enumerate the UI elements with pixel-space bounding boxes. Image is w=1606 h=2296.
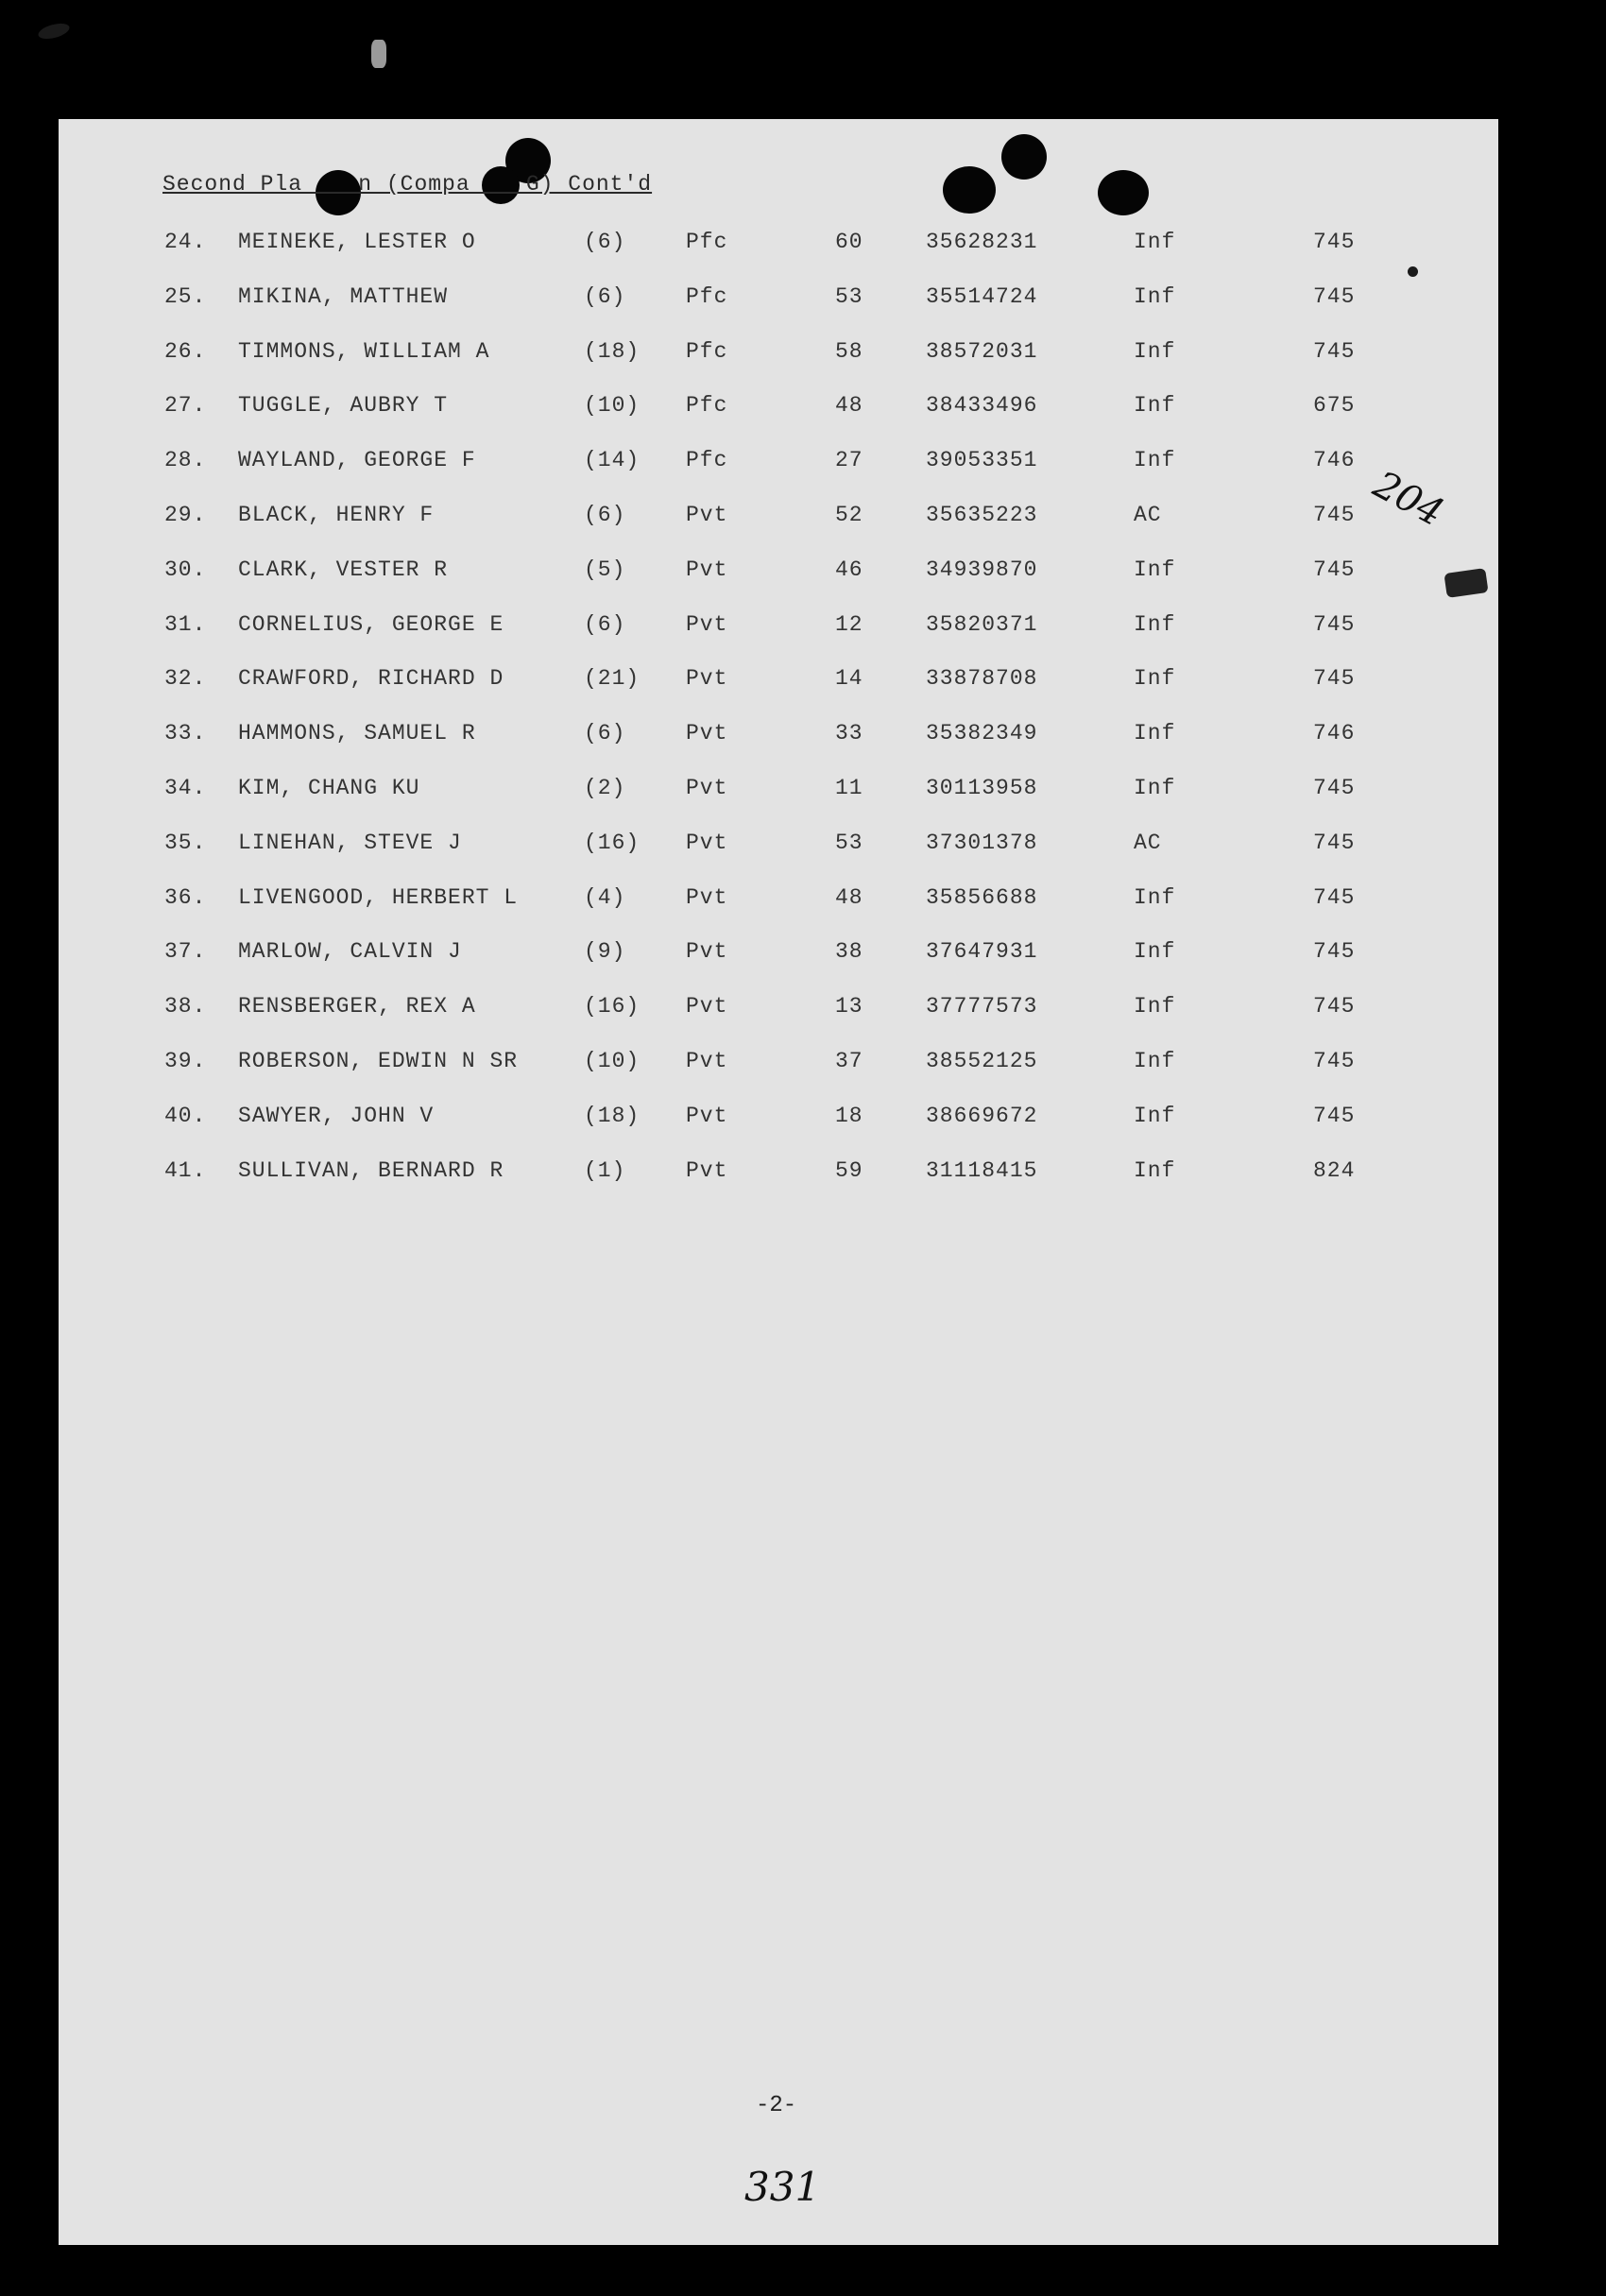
row-code: (4) <box>584 884 626 910</box>
list-item <box>0 666 1606 704</box>
row-code: (16) <box>584 830 641 855</box>
list-item <box>0 831 1606 868</box>
row-code: (10) <box>584 1049 641 1073</box>
row-grade: Pvt <box>686 557 728 582</box>
row-ssn-code: 745 <box>1313 994 1356 1019</box>
row-arm: Inf <box>1134 338 1176 364</box>
row-ssn-code: 745 <box>1313 611 1356 637</box>
row-arm: Inf <box>1134 611 1176 637</box>
row-arm: Inf <box>1134 939 1176 965</box>
row-number: 30. <box>164 557 207 582</box>
scan-speck <box>371 40 386 68</box>
row-arm: Inf <box>1134 776 1176 800</box>
row-code: (9) <box>584 939 626 965</box>
list-item <box>0 393 1606 431</box>
row-age: 52 <box>835 503 863 527</box>
row-ssn-code: 745 <box>1313 884 1356 910</box>
row-number: 28. <box>164 448 207 473</box>
row-name: SAWYER, JOHN V <box>238 1103 435 1128</box>
row-grade: Pvt <box>686 1157 728 1183</box>
handwritten-side-note: 204 <box>1366 463 1451 536</box>
row-number: 31. <box>164 611 207 637</box>
row-age: 13 <box>835 994 863 1019</box>
page-header: Second Pla n (Compa G) Cont'd <box>162 172 653 197</box>
row-ssn-code: 745 <box>1313 939 1356 965</box>
row-name: LIVENGOOD, HERBERT L <box>238 884 519 910</box>
row-serial-number: 38552125 <box>926 1049 1038 1073</box>
row-age: 59 <box>835 1157 863 1183</box>
row-grade: Pvt <box>686 666 728 692</box>
row-serial-number: 39053351 <box>926 448 1038 473</box>
row-arm: Inf <box>1134 884 1176 910</box>
row-serial-number: 38433496 <box>926 393 1038 419</box>
row-serial-number: 35382349 <box>926 721 1038 746</box>
row-name: BLACK, HENRY F <box>238 503 435 527</box>
row-serial-number: 35820371 <box>926 611 1038 637</box>
row-code: (18) <box>584 338 641 364</box>
row-age: 38 <box>835 939 863 965</box>
list-item <box>0 939 1606 977</box>
row-name: MIKINA, MATTHEW <box>238 283 449 309</box>
row-ssn-code: 745 <box>1313 338 1356 364</box>
row-name: CRAWFORD, RICHARD D <box>238 666 504 692</box>
row-name: LINEHAN, STEVE J <box>238 830 462 855</box>
row-number: 34. <box>164 776 207 800</box>
row-grade: Pfc <box>686 230 728 254</box>
list-item <box>0 612 1606 650</box>
row-number: 24. <box>164 230 207 254</box>
row-arm: Inf <box>1134 1103 1176 1128</box>
handwritten-page-number: 331 <box>744 2164 821 2210</box>
punch-hole <box>1098 170 1149 215</box>
row-grade: Pvt <box>686 830 728 855</box>
punch-hole <box>943 166 996 214</box>
row-serial-number: 30113958 <box>926 776 1038 800</box>
row-serial-number: 38669672 <box>926 1103 1038 1128</box>
row-age: 46 <box>835 557 863 582</box>
row-arm: AC <box>1134 830 1162 855</box>
row-age: 18 <box>835 1103 863 1128</box>
row-name: MEINEKE, LESTER O <box>238 230 476 254</box>
row-name: ROBERSON, EDWIN N SR <box>238 1049 519 1073</box>
row-ssn-code: 675 <box>1313 393 1356 419</box>
row-age: 11 <box>835 776 863 800</box>
row-serial-number: 35514724 <box>926 283 1038 309</box>
row-grade: Pvt <box>686 721 728 746</box>
row-number: 33. <box>164 721 207 746</box>
row-arm: Inf <box>1134 721 1176 746</box>
row-grade: Pvt <box>686 1103 728 1128</box>
list-item <box>0 339 1606 377</box>
row-ssn-code: 745 <box>1313 776 1356 800</box>
row-number: 39. <box>164 1049 207 1073</box>
row-code: (6) <box>584 230 626 254</box>
list-item <box>0 1104 1606 1141</box>
row-ssn-code: 824 <box>1313 1157 1356 1183</box>
row-name: TUGGLE, AUBRY T <box>238 393 449 419</box>
row-ssn-code: 745 <box>1313 557 1356 582</box>
row-arm: Inf <box>1134 230 1176 254</box>
row-serial-number: 33878708 <box>926 666 1038 692</box>
row-grade: Pfc <box>686 283 728 309</box>
row-code: (18) <box>584 1103 641 1128</box>
row-grade: Pvt <box>686 939 728 965</box>
row-grade: Pvt <box>686 1049 728 1073</box>
row-age: 14 <box>835 666 863 692</box>
list-item <box>0 1158 1606 1196</box>
row-code: (10) <box>584 393 641 419</box>
row-name: MARLOW, CALVIN J <box>238 939 462 965</box>
row-ssn-code: 746 <box>1313 448 1356 473</box>
list-item <box>0 448 1606 486</box>
row-code: (6) <box>584 283 626 309</box>
row-arm: AC <box>1134 503 1162 527</box>
list-item <box>0 994 1606 1032</box>
list-item <box>0 284 1606 322</box>
row-serial-number: 37777573 <box>926 994 1038 1019</box>
row-serial-number: 38572031 <box>926 338 1038 364</box>
row-ssn-code: 745 <box>1313 830 1356 855</box>
row-name: WAYLAND, GEORGE F <box>238 448 476 473</box>
row-age: 12 <box>835 611 863 637</box>
row-age: 53 <box>835 283 863 309</box>
row-code: (16) <box>584 994 641 1019</box>
row-age: 48 <box>835 884 863 910</box>
row-ssn-code: 745 <box>1313 230 1356 254</box>
row-grade: Pvt <box>686 884 728 910</box>
row-number: 41. <box>164 1157 207 1183</box>
row-name: SULLIVAN, BERNARD R <box>238 1157 504 1183</box>
row-arm: Inf <box>1134 1049 1176 1073</box>
list-item <box>0 776 1606 814</box>
row-age: 27 <box>835 448 863 473</box>
row-serial-number: 35628231 <box>926 230 1038 254</box>
row-code: (2) <box>584 776 626 800</box>
row-arm: Inf <box>1134 666 1176 692</box>
row-grade: Pvt <box>686 611 728 637</box>
row-ssn-code: 745 <box>1313 666 1356 692</box>
row-arm: Inf <box>1134 557 1176 582</box>
row-arm: Inf <box>1134 448 1176 473</box>
list-item <box>0 885 1606 923</box>
row-age: 60 <box>835 230 863 254</box>
row-code: (6) <box>584 721 626 746</box>
row-code: (6) <box>584 611 626 637</box>
list-item <box>0 1049 1606 1087</box>
row-number: 25. <box>164 283 207 309</box>
scan-speck <box>1408 266 1418 277</box>
row-name: KIM, CHANG KU <box>238 776 420 800</box>
row-number: 38. <box>164 994 207 1019</box>
row-number: 35. <box>164 830 207 855</box>
row-grade: Pfc <box>686 448 728 473</box>
row-arm: Inf <box>1134 393 1176 419</box>
row-code: (1) <box>584 1157 626 1183</box>
row-ssn-code: 745 <box>1313 503 1356 527</box>
row-arm: Inf <box>1134 1157 1176 1183</box>
row-grade: Pvt <box>686 994 728 1019</box>
row-ssn-code: 746 <box>1313 721 1356 746</box>
row-ssn-code: 745 <box>1313 1103 1356 1128</box>
row-serial-number: 35856688 <box>926 884 1038 910</box>
row-grade: Pfc <box>686 338 728 364</box>
page-marker: -2- <box>756 2093 797 2118</box>
row-number: 36. <box>164 884 207 910</box>
row-serial-number: 37647931 <box>926 939 1038 965</box>
punch-hole <box>1001 134 1047 180</box>
scan-speck <box>37 21 71 42</box>
row-ssn-code: 745 <box>1313 283 1356 309</box>
row-age: 48 <box>835 393 863 419</box>
row-code: (6) <box>584 503 626 527</box>
row-name: CORNELIUS, GEORGE E <box>238 611 504 637</box>
row-code: (14) <box>584 448 641 473</box>
list-item <box>0 503 1606 540</box>
row-serial-number: 34939870 <box>926 557 1038 582</box>
row-name: HAMMONS, SAMUEL R <box>238 721 476 746</box>
row-age: 53 <box>835 830 863 855</box>
row-name: CLARK, VESTER R <box>238 557 449 582</box>
row-serial-number: 35635223 <box>926 503 1038 527</box>
row-grade: Pvt <box>686 503 728 527</box>
row-grade: Pfc <box>686 393 728 419</box>
row-grade: Pvt <box>686 776 728 800</box>
list-item <box>0 230 1606 267</box>
row-serial-number: 37301378 <box>926 830 1038 855</box>
row-age: 37 <box>835 1049 863 1073</box>
row-arm: Inf <box>1134 994 1176 1019</box>
row-arm: Inf <box>1134 283 1176 309</box>
row-serial-number: 31118415 <box>926 1157 1038 1183</box>
row-name: TIMMONS, WILLIAM A <box>238 338 490 364</box>
row-age: 33 <box>835 721 863 746</box>
row-name: RENSBERGER, REX A <box>238 994 476 1019</box>
row-code: (21) <box>584 666 641 692</box>
row-number: 40. <box>164 1103 207 1128</box>
list-item <box>0 557 1606 595</box>
row-number: 29. <box>164 503 207 527</box>
row-number: 27. <box>164 393 207 419</box>
row-age: 58 <box>835 338 863 364</box>
row-code: (5) <box>584 557 626 582</box>
row-ssn-code: 745 <box>1313 1049 1356 1073</box>
row-number: 37. <box>164 939 207 965</box>
row-number: 32. <box>164 666 207 692</box>
list-item <box>0 721 1606 759</box>
row-number: 26. <box>164 338 207 364</box>
